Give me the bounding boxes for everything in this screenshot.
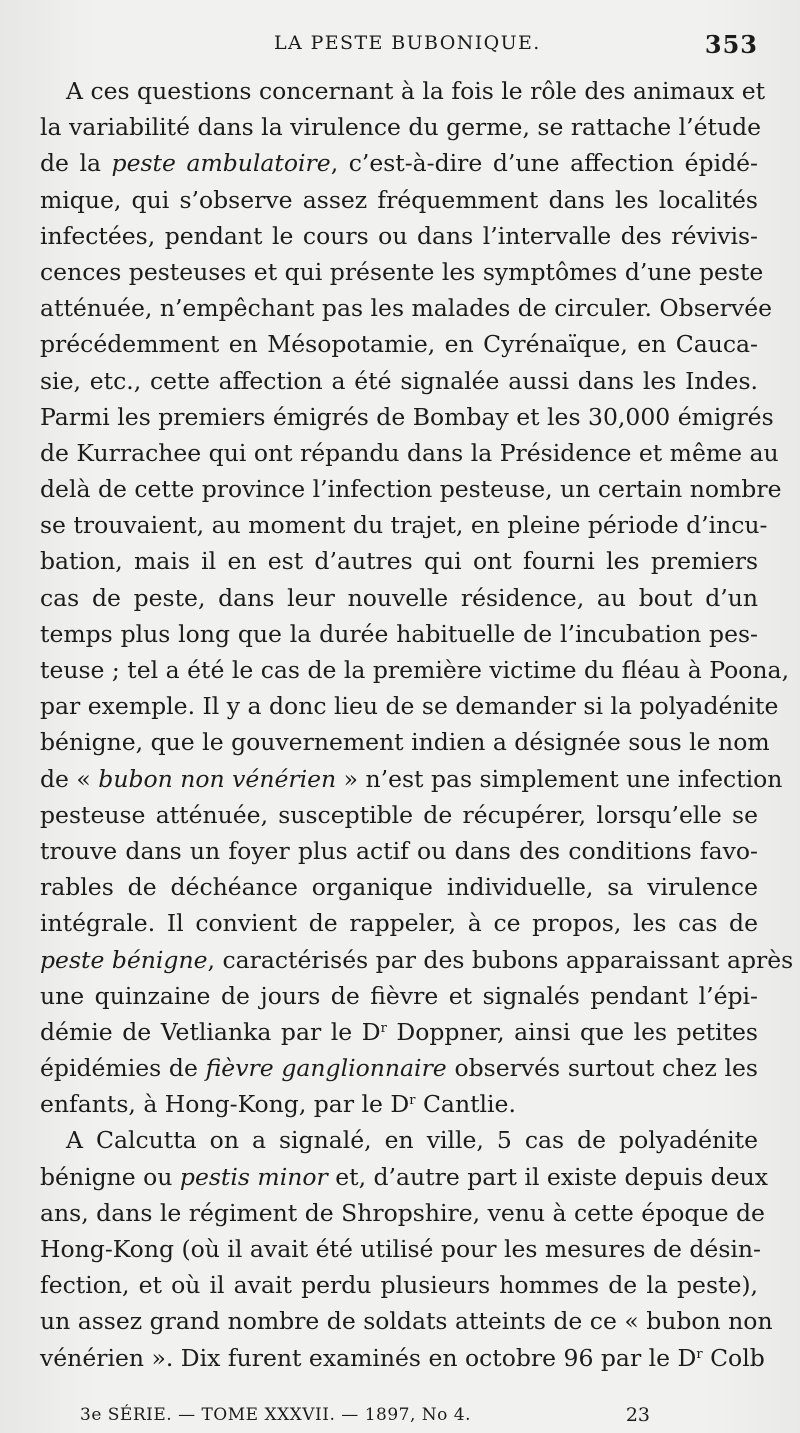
text-line: trouve dans un foyer plus actif ou dans des conditions favo- bbox=[40, 836, 758, 865]
text-line: bation, mais il en est d’autres qui ont fourni les premiers bbox=[40, 547, 758, 576]
page-header bbox=[0, 30, 800, 64]
running-title: LA PESTE BUBONIQUE. bbox=[274, 32, 541, 54]
text-line: cences pesteuses et qui présente les symptômes d’une peste bbox=[40, 257, 764, 286]
text-line: mique, qui s’observe assez fréquemment dans les localités bbox=[40, 185, 758, 214]
paragraph-1 bbox=[40, 73, 794, 1122]
page-footer bbox=[80, 1402, 650, 1428]
text-line: sie, etc., cette affection a été signalée aussi dans les Indes. bbox=[40, 366, 758, 395]
text-line: se trouvaient, au moment du trajet, en pleine période d’incu- bbox=[40, 511, 768, 540]
text-line: de Kurrachee qui ont répandu dans la Présidence et même au bbox=[40, 438, 779, 467]
text-line: vénérien ». Dix furent examinés en octobre 96 par le $D^r$ Colb bbox=[40, 1343, 765, 1372]
text-line: par exemple. Il y a donc lieu de se demander si la polyadénite bbox=[40, 692, 779, 721]
text-line: Parmi les premiers émigrés de Bombay et les 30,000 émigrés bbox=[40, 402, 774, 431]
text-line: la variabilité dans la virulence du germe, se rattache l’étude bbox=[40, 113, 762, 142]
text-line: infectées, pendant le cours ou dans l’intervalle des révivis- bbox=[40, 221, 758, 250]
italic-term: bubon non vénérien bbox=[98, 764, 337, 793]
text-line: Hong-Kong (où il avait été utilisé pour les mesures de désin- bbox=[40, 1235, 761, 1263]
text-line: peste bénigne, caractérisés par des bubons apparaissant après bbox=[40, 945, 794, 974]
text-line: temps plus long que la durée habituelle de l’incubation pes- bbox=[40, 619, 758, 648]
text-line: A Calcutta on a signalé, en ville, 5 cas de polyadénite bbox=[66, 1126, 758, 1155]
text-line: un assez grand nombre de soldats atteints de ce « bubon non bbox=[40, 1307, 773, 1336]
page-number: 353 bbox=[704, 30, 758, 59]
text-line: fection, et où il avait perdu plusieurs hommes de la peste), bbox=[40, 1271, 758, 1300]
text-line: démie de Vetlianka par le $D^r$ Doppner, ainsi que les petites bbox=[40, 1017, 758, 1046]
italic-term: peste bénigne bbox=[40, 945, 208, 974]
text-line: intégrale. Il convient de rappeler, à ce propos, les cas de bbox=[40, 909, 758, 938]
text-line: une quinzaine de jours de fièvre et signalés pendant l’épi- bbox=[40, 981, 758, 1010]
text-line: enfants, à Hong-Kong, par le $D^r$ Cantlie. bbox=[40, 1090, 516, 1119]
text-line: ans, dans le régiment de Shropshire, venu à cette époque de bbox=[40, 1198, 765, 1227]
text-line: rables de déchéance organique individuelle, sa virulence bbox=[40, 873, 758, 902]
italic-term: fièvre ganglionnaire bbox=[205, 1054, 447, 1083]
text-line: de « bubon non vénérien » n’est pas simplement une infection bbox=[40, 764, 783, 793]
text-line: A ces questions concernant à la fois le rôle des animaux et bbox=[66, 77, 766, 105]
text-line: de la peste ambulatoire, c’est-à-dire d’une affection épidé- bbox=[40, 149, 758, 178]
text-line: bénigne ou pestis minor et, d’autre part il existe depuis deux bbox=[40, 1162, 768, 1191]
gathering-signature: 23 bbox=[625, 1404, 650, 1426]
series-signature: 3e SÉRIE. — TOME XXXVII. — 1897, No 4. bbox=[80, 1405, 471, 1425]
italic-term: pestis minor bbox=[179, 1162, 328, 1191]
body-text bbox=[40, 73, 794, 1376]
text-line: précédemment en Mésopotamie, en Cyrénaïque, en Cauca- bbox=[40, 330, 758, 359]
text-line: bénigne, que le gouvernement indien a désignée sous le nom bbox=[40, 728, 770, 757]
text-line: cas de peste, dans leur nouvelle résidence, au bout d’un bbox=[40, 583, 758, 612]
paragraph-2 bbox=[40, 1122, 773, 1375]
text-line: épidémies de fièvre ganglionnaire observés surtout chez les bbox=[40, 1054, 758, 1083]
text-line: teuse ; tel a été le cas de la première victime du fléau à Poona, bbox=[40, 656, 790, 684]
text-line: atténuée, n’empêchant pas les malades de circuler. Observée bbox=[40, 294, 773, 323]
text-line: pesteuse atténuée, susceptible de récupérer, lorsqu’elle se bbox=[40, 800, 758, 829]
italic-term: peste ambulatoire bbox=[111, 149, 331, 178]
text-line: delà de cette province l’infection pesteuse, un certain nombre bbox=[40, 475, 782, 504]
